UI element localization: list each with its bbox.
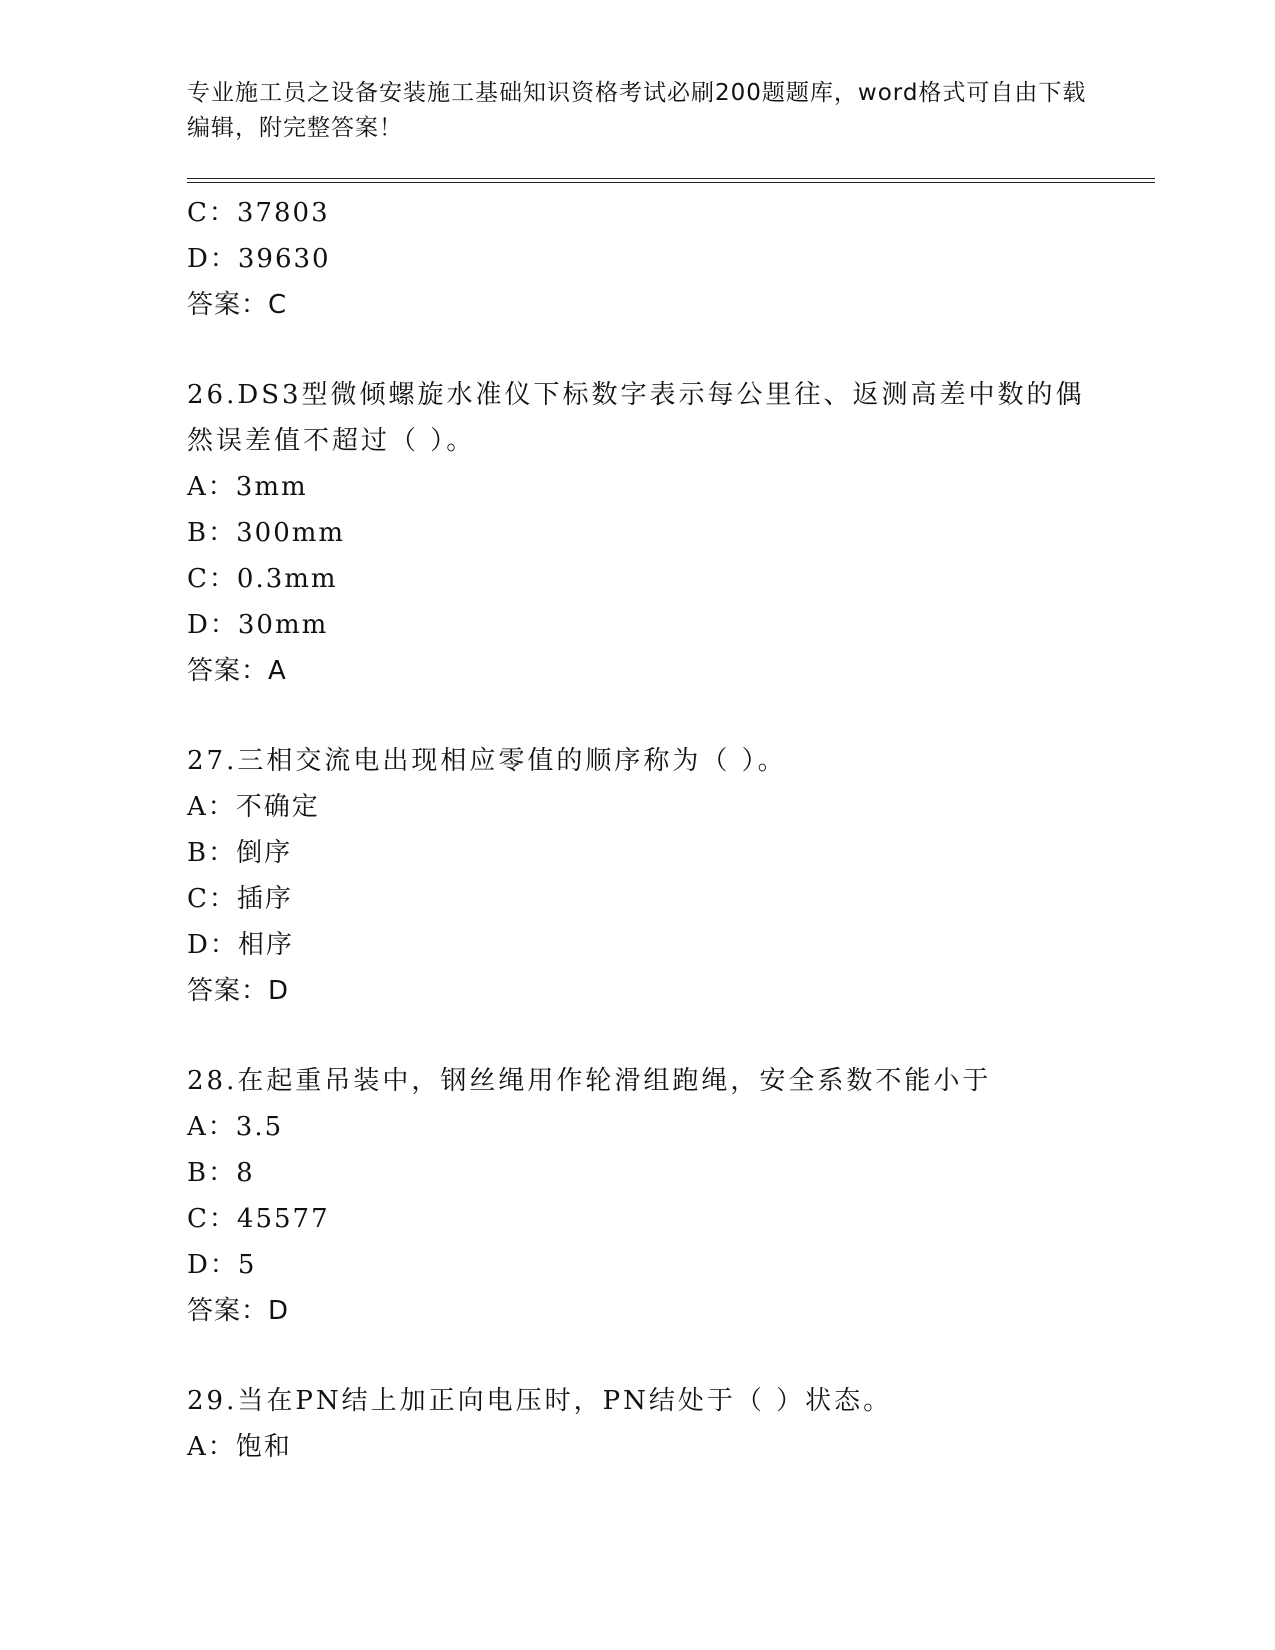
option-text: 30mm <box>237 610 329 640</box>
option-letter: D <box>187 244 210 274</box>
document-header: 专业施工员之设备安装施工基础知识资格考试必刷200题题库，word格式可自由下载编辑，附完整答案！ <box>187 80 1087 141</box>
option-letter: C <box>187 884 209 914</box>
option-line <box>187 1104 1087 1150</box>
option-line <box>187 236 1087 282</box>
option-line <box>187 784 1087 830</box>
question-26 <box>187 372 1087 694</box>
option-separator: ： <box>208 1158 237 1188</box>
option-line <box>187 510 1087 556</box>
option-separator: ： <box>207 1432 236 1462</box>
option-text: 3.5 <box>235 1112 284 1142</box>
option-line <box>187 830 1087 876</box>
option-separator: ： <box>207 1112 236 1142</box>
option-separator: ： <box>208 518 237 548</box>
option-text: 不确定 <box>235 792 320 822</box>
option-separator: ： <box>209 610 238 640</box>
option-letter: A <box>187 472 208 502</box>
option-separator: ： <box>207 792 236 822</box>
option-letter: B <box>187 838 209 868</box>
question-stem: 28.在起重吊装中，钢丝绳用作轮滑组跑绳，安全系数不能小于 <box>187 1066 992 1096</box>
option-text: 3mm <box>235 472 308 502</box>
answer-line: 答案：A <box>187 656 287 686</box>
spacer <box>187 1334 1087 1378</box>
option-line <box>187 1424 1087 1470</box>
option-letter: B <box>187 518 209 548</box>
option-letter: A <box>187 792 208 822</box>
option-text: 45577 <box>236 1204 330 1234</box>
option-separator: ： <box>208 884 237 914</box>
question-27 <box>187 738 1087 1014</box>
answer-line: 答案：D <box>187 976 290 1006</box>
question-stem: 29.当在PN结上加正向电压时，PN结处于（ ）状态。 <box>187 1386 893 1416</box>
option-text: 39630 <box>237 244 331 274</box>
answer-line: 答案：C <box>187 290 288 320</box>
spacer <box>187 1014 1087 1058</box>
option-line <box>187 602 1087 648</box>
option-text: 插序 <box>236 884 293 914</box>
option-letter: B <box>187 1158 209 1188</box>
answer-line: 答案：D <box>187 1296 290 1326</box>
option-letter: C <box>187 198 209 228</box>
option-letter: D <box>187 1250 210 1280</box>
option-text: 相序 <box>237 930 294 960</box>
option-line <box>187 464 1087 510</box>
option-letter: A <box>187 1112 208 1142</box>
option-separator: ： <box>209 1250 238 1280</box>
header-divider <box>187 178 1155 183</box>
question-stem: 27.三相交流电出现相应零值的顺序称为（ ）。 <box>187 746 787 776</box>
option-letter: D <box>187 610 210 640</box>
option-line <box>187 1150 1087 1196</box>
option-line <box>187 876 1087 922</box>
option-text: 37803 <box>236 198 330 228</box>
option-text: 饱和 <box>235 1432 292 1462</box>
option-line <box>187 190 1087 236</box>
option-separator: ： <box>209 930 238 960</box>
option-separator: ： <box>207 472 236 502</box>
spacer <box>187 694 1087 738</box>
option-letter: D <box>187 930 210 960</box>
question-28 <box>187 1058 1087 1334</box>
spacer <box>187 328 1087 372</box>
option-separator: ： <box>209 244 238 274</box>
option-text: 300mm <box>236 518 346 548</box>
document-body <box>187 190 1087 1470</box>
option-separator: ： <box>208 1204 237 1234</box>
option-separator: ： <box>208 838 237 868</box>
option-letter: C <box>187 564 209 594</box>
option-text: 8 <box>236 1158 255 1188</box>
option-letter: A <box>187 1432 208 1462</box>
option-line <box>187 922 1087 968</box>
option-separator: ： <box>208 564 237 594</box>
option-text: 倒序 <box>236 838 293 868</box>
option-text: 0.3mm <box>236 564 338 594</box>
prev-question-fragment <box>187 190 1087 328</box>
option-letter: C <box>187 1204 209 1234</box>
option-separator: ： <box>208 198 237 228</box>
option-text: 5 <box>237 1250 257 1280</box>
option-line <box>187 556 1087 602</box>
question-stem: 26.DS3型微倾螺旋水准仪下标数字表示每公里往、返测高差中数的偶然误差值不超过（ ）。 <box>187 380 1085 456</box>
question-29 <box>187 1378 1087 1470</box>
option-line <box>187 1196 1087 1242</box>
option-line <box>187 1242 1087 1288</box>
